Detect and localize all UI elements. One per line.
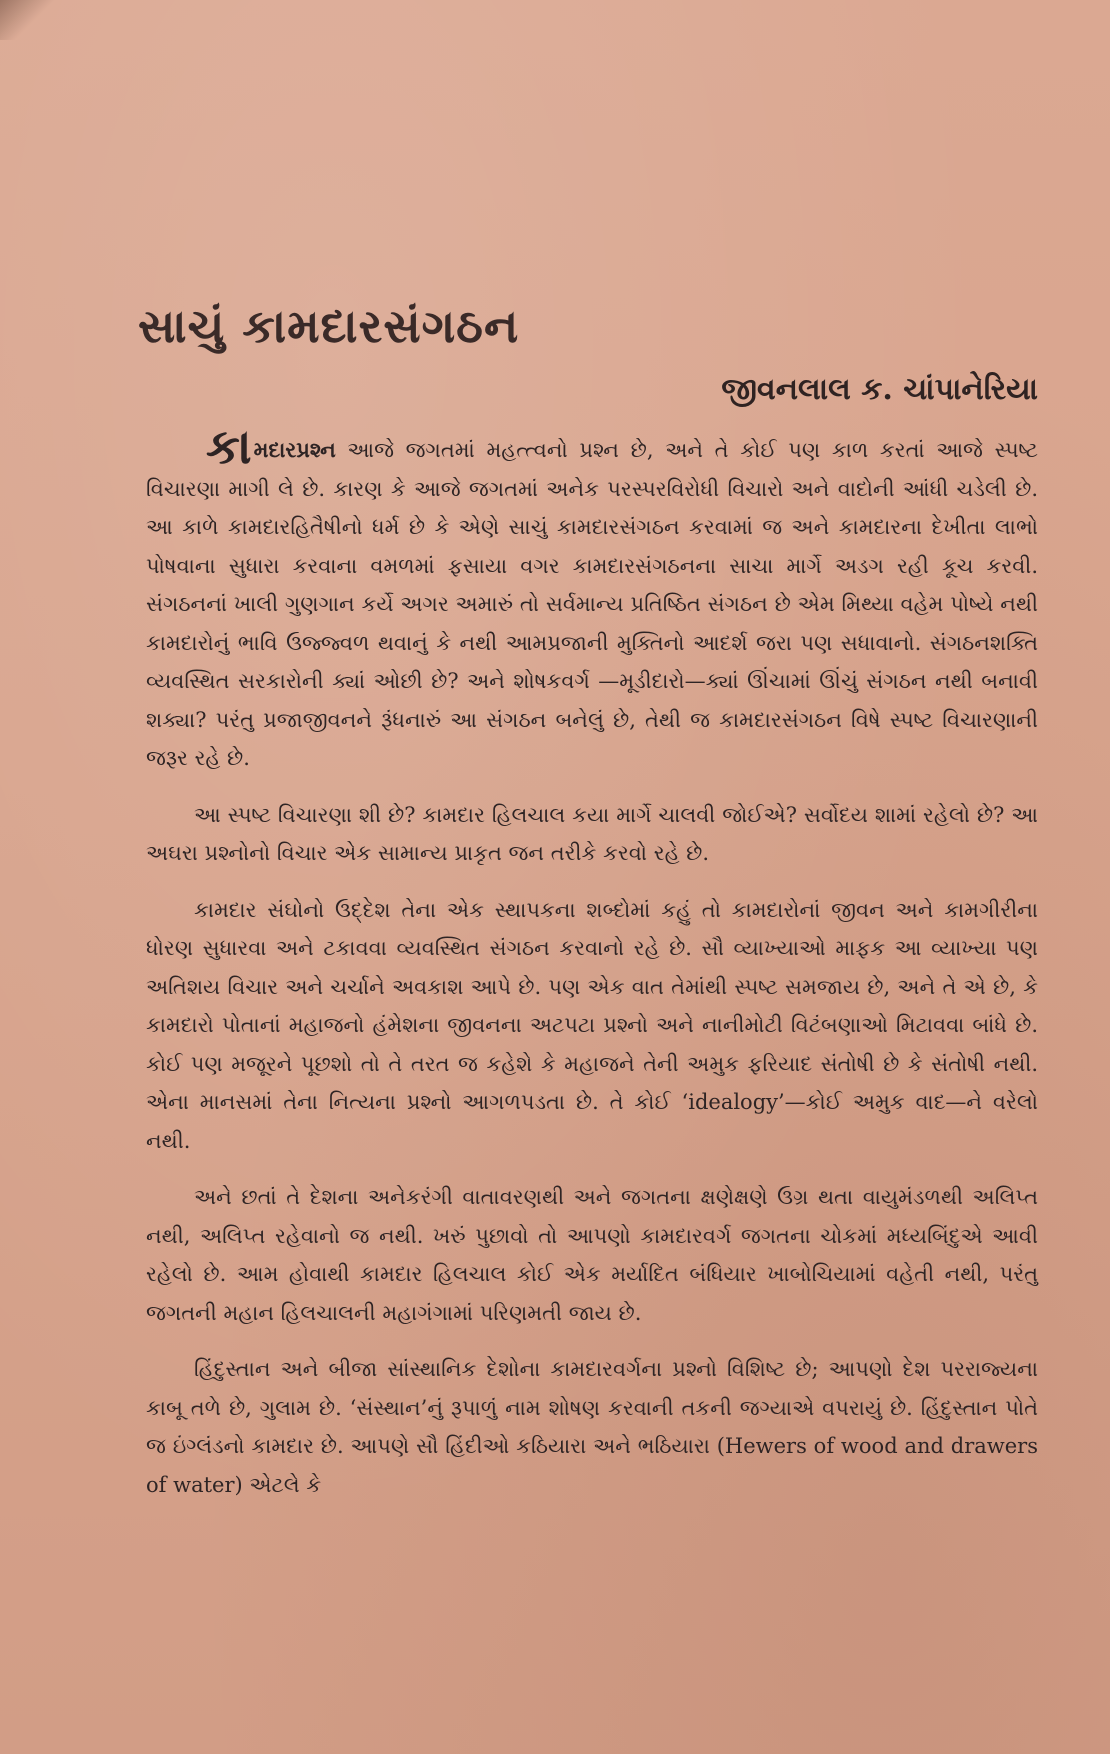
- article-title: સાચું કામદારસંગઠન: [138, 298, 520, 353]
- paragraph-1-text: આજે જગતમાં મહત્ત્વનો પ્રશ્ન છે, અને તે કોઈ પણ કાળ કરતાં આજે સ્પષ્ટ વિચારણા માગી લે છે. કારણ કે આજે જગતમાં અનેક પરસ્પરવિરોધી વિચારો અને વાદોની આંધી ચડેલી છે. આ કાળે કામદારહિતૈષીનો ધર્મ છે કે એણે સાચું કામદારસંગઠન કરવામાં જ અને કામદારના દેખીતા લાભો પોષવાના સુધારા કરવાના વમળમાં ફસાયા વગર કામદારસંગઠનના સાચા માર્ગે અડગ રહી કૂચ કરવી. સંગઠનનાં ખાલી ગુણગાન કર્યે અગર અમારું તો સર્વમાન્ય પ્રતિષ્ઠિત સંગઠન છે એમ મિથ્યા વહેમ પોષ્યે નથી કામદારોનું ભાવિ ઉજ્જ્વળ થવાનું કે નથી આમપ્રજાની મુક્તિનો આદર્શ જરા પણ સધાવાનો. સંગઠનશક્તિ વ્યવસ્થિત સરકારોની ક્યાં ઓછી છે? અને શોષકવર્ગ —મૂડીદારો—ક્યાં ઊંચામાં ઊંચું સંગઠન નથી બનાવી શક્યા? પરંતુ પ્રજાજીવનને રૂંધનારું આ સંગઠન બનેલું છે, તેથી જ કામદારસંગઠન વિષે સ્પષ્ટ વિચારણાની જરૂર રહે છે.: [146, 438, 1038, 770]
- paragraph-1: [146, 419, 1038, 778]
- drop-cap: કા: [206, 419, 252, 475]
- paragraph-3: કામદાર સંઘોનો ઉદ્દેશ તેના એક સ્થાપકના શબ્દોમાં કહું તો કામદારોનાં જીવન અને કામગીરીના ધોરણ સુધારવા અને ટકાવવા વ્યવસ્થિત સંગઠન કરવાનો રહે છે. સૌ વ્યાખ્યાઓ માફક આ વ્યાખ્યા પણ અતિશય વિચાર અને ચર્ચાને અવકાશ આપે છે. પણ એક વાત તેમાંથી સ્પષ્ટ સમજાય છે, અને તે એ છે, કે કામદારો પોતાનાં મહાજનો હંમેશના જીવનના અટપટા પ્રશ્નો અને નાનીમોટી વિટંબણાઓ મિટાવવા બાંધે છે. કોઈ પણ મજૂરને પૂછશો તો તે તરત જ કહેશે કે મહાજને તેની અમુક ફરિયાદ સંતોષી છે કે સંતોષી નથી. એના માનસમાં તેના નિત્યના પ્રશ્નો આગળપડતા છે. તે કોઈ ‘idealogy’—કોઈ અમુક વાદ—ને વરેલો નથી.: [146, 897, 1038, 1153]
- paragraph-5: હિંદુસ્તાન અને બીજા સાંસ્થાનિક દેશોના કામદારવર્ગના પ્રશ્નો વિશિષ્ટ છે; આપણો દેશ પરરાજ્યના કાબૂ તળે છે, ગુલામ છે. ‘સંસ્થાન’નું રૂપાળું નામ શોષણ કરવાની તકની જગ્યાએ વપરાયું છે. હિંદુસ્તાન પોતે જ ઇંગ્લંડનો કામદાર છે. આપણે સૌ હિંદીઓ કઠિયારા અને ભઠિયારા (Hewers of wood and drawers of water) એટલે કે: [146, 1357, 1038, 1497]
- author-name: જીવનલાલ ક. ચાંપાનેરિયા: [721, 372, 1038, 407]
- first-word-lead: મદારપ્રશ્ન: [253, 437, 336, 462]
- article-body: [146, 419, 1038, 1504]
- page-corner-shadow: [0, 0, 60, 40]
- paragraph-4: અને છતાં તે દેશના અનેકરંગી વાતાવરણથી અને જગતના ક્ષણેક્ષણે ઉગ્ર થતા વાયુમંડળથી અલિપ્ત નથી, અલિપ્ત રહેવાનો જ નથી. ખરું પુછાવો તો આપણો કામદારવર્ગ જગતના ચોકમાં મધ્યબિંદુએ આવી રહેલો છે. આમ હોવાથી કામદાર હિલચાલ કોઈ એક મર્યાદિત બંધિયાર ખાબોચિયામાં વહેતી નથી, પરંતુ જગતની મહાન હિલચાલની મહાગંગામાં પરિણમતી જાય છે.: [146, 1185, 1038, 1325]
- paragraph-2: આ સ્પષ્ટ વિચારણા શી છે? કામદાર હિલચાલ કયા માર્ગે ચાલવી જોઈએ? સર્વોદય શામાં રહેલો છે? આ અઘરા પ્રશ્નોનો વિચાર એક સામાન્ય પ્રાકૃત જન તરીકે કરવો રહે છે.: [146, 802, 1038, 865]
